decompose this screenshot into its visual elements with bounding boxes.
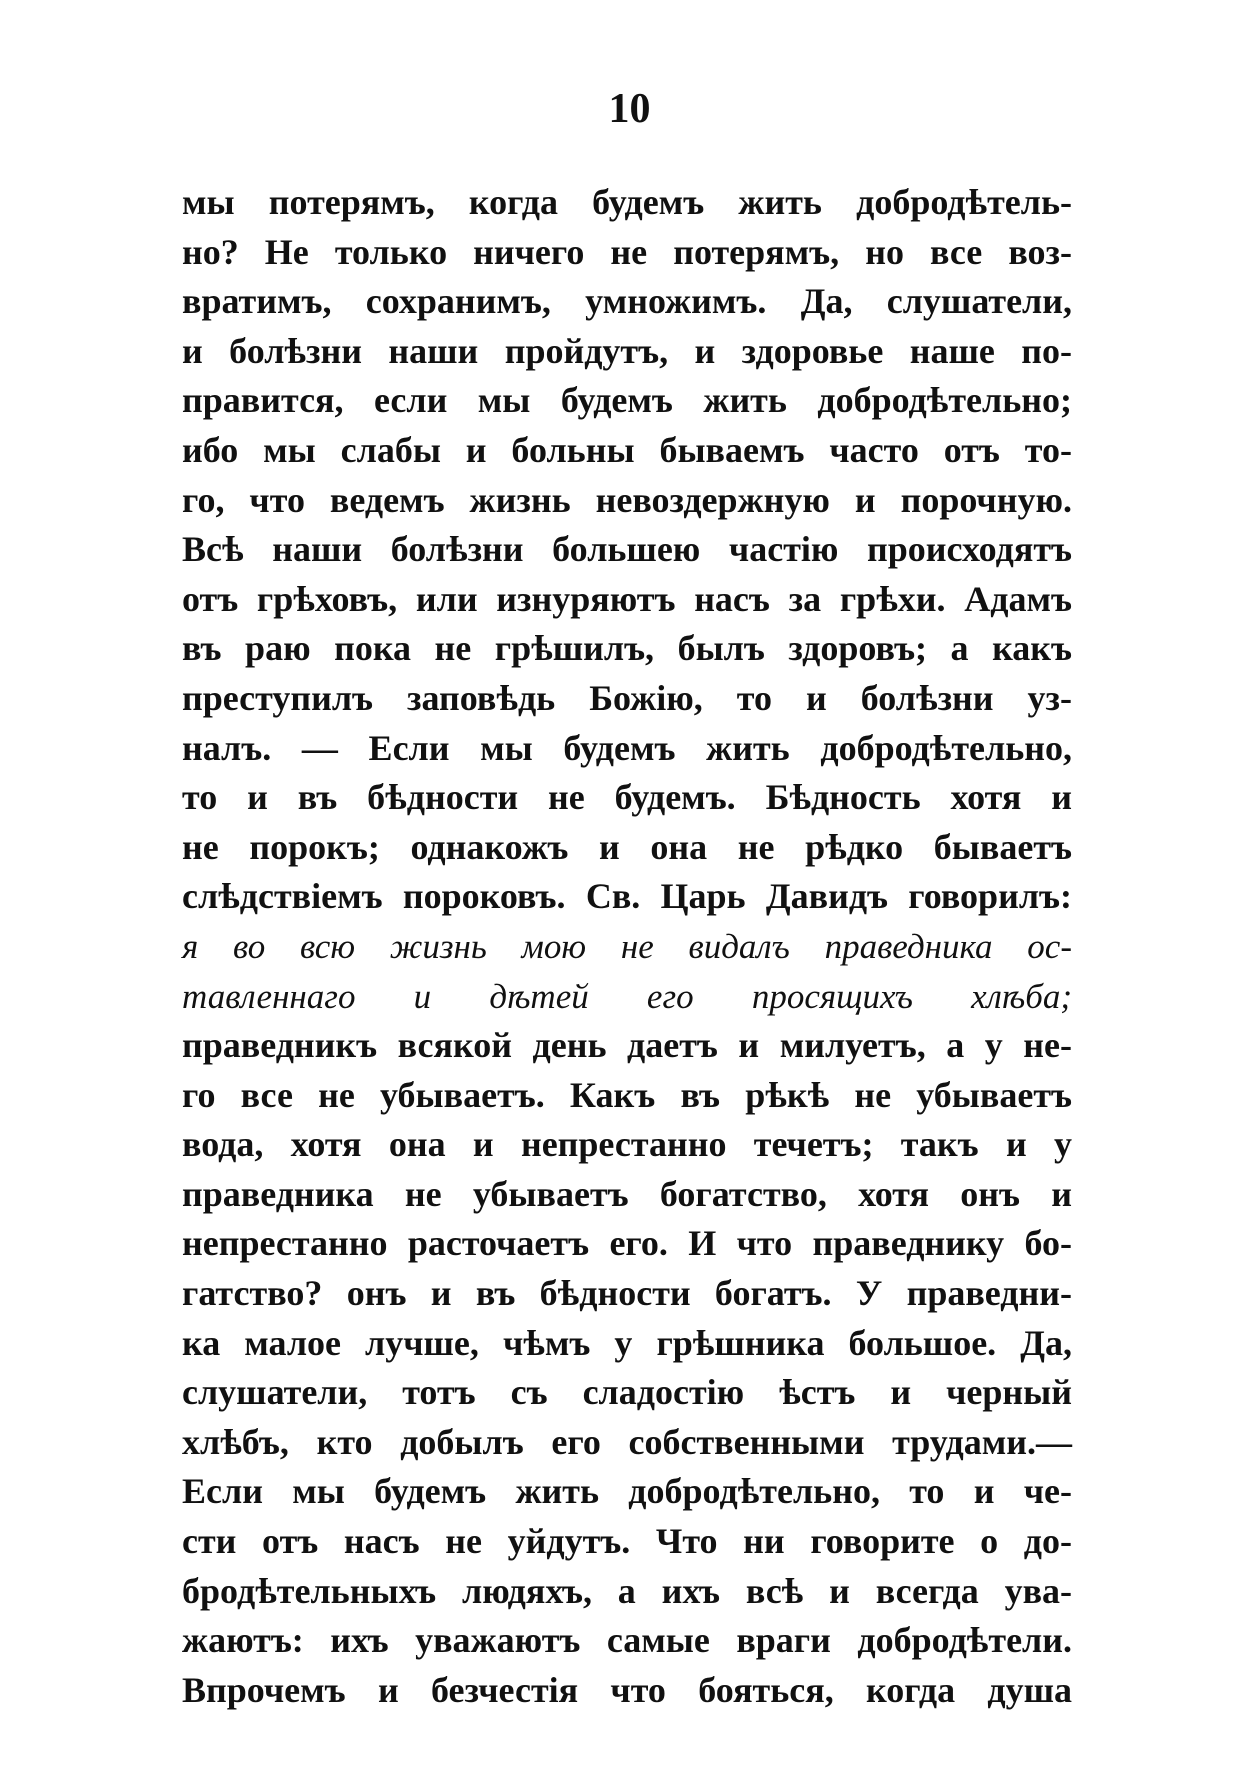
text-line: Всѣ наши болѣзни большею частію происходятъ — [182, 529, 1072, 570]
scripture-quote-line: тавленнаго и дѣтей его просящихъ хлѣба; — [182, 976, 1072, 1016]
body-text — [182, 178, 1072, 1715]
text-line: налъ. — Если мы будемъ жить добродѣтельно, — [182, 727, 1072, 768]
text-line: ка малое лучше, чѣмъ у грѣшника большое. Да, — [182, 1322, 1072, 1363]
text-line: правится, если мы будемъ жить добродѣтельно; — [182, 380, 1072, 421]
text-line: слѣдствіемъ пороковъ. Св. Царь Давидъ говорилъ: — [182, 876, 1072, 917]
text-line: мы потерямъ, когда будемъ жить добродѣтель- — [182, 182, 1072, 222]
text-line: жаютъ: ихъ уважаютъ самые враги добродѣтели. — [182, 1620, 1072, 1661]
text-line: то и въ бѣдности не будемъ. Бѣдность хотя и — [182, 777, 1072, 818]
text-line: слушатели, тотъ съ сладостію ѣстъ и черный — [182, 1372, 1072, 1413]
text-line: праведникъ всякой день даетъ и милуетъ, а у не- — [182, 1025, 1072, 1066]
scripture-quote-line: я во всю жизнь мою не видалъ праведника ос- — [182, 926, 1072, 966]
text-line: въ раю пока не грѣшилъ, былъ здоровъ; а какъ — [182, 628, 1072, 669]
text-line: и болѣзни наши пройдутъ, и здоровье наше по- — [182, 330, 1072, 371]
text-line: ибо мы слабы и больны бываемъ часто отъ то- — [182, 429, 1072, 470]
page-number: 10 — [608, 86, 651, 132]
text-line: непрестанно расточаетъ его. И что праведнику бо- — [182, 1223, 1072, 1264]
text-line: преступилъ заповѣдь Божію, то и болѣзни уз- — [182, 677, 1072, 718]
text-line: не порокъ; однакожъ и она не рѣдко бываетъ — [182, 826, 1072, 867]
text-line: отъ грѣховъ, или изнуряютъ насъ за грѣхи. Адамъ — [182, 578, 1072, 619]
text-line: го, что ведемъ жизнь невоздержную и порочную. — [182, 479, 1072, 520]
text-line: Если мы будемъ жить добродѣтельно, то и че- — [182, 1471, 1072, 1512]
text-line: Впрочемъ и безчестія что бояться, когда душа — [182, 1669, 1072, 1710]
text-line: вода, хотя она и непрестанно течетъ; такъ и у — [182, 1124, 1072, 1165]
text-line: вратимъ, сохранимъ, умножимъ. Да, слушатели, — [182, 281, 1072, 322]
text-line: хлѣбъ, кто добылъ его собственными трудами.— — [182, 1421, 1072, 1462]
text-line: но? Не только ничего не потерямъ, но все воз- — [182, 231, 1072, 272]
text-line: гатство? онъ и въ бѣдности богатъ. У праведни- — [182, 1273, 1072, 1314]
text-line: го все не убываетъ. Какъ въ рѣкѣ не убываетъ — [182, 1074, 1072, 1115]
text-line: сти отъ насъ не уйдутъ. Что ни говорите о до- — [182, 1521, 1072, 1562]
text-line: бродѣтельныхъ людяхъ, а ихъ всѣ и всегда ува- — [182, 1570, 1072, 1611]
text-line: праведника не убываетъ богатство, хотя онъ и — [182, 1173, 1072, 1214]
